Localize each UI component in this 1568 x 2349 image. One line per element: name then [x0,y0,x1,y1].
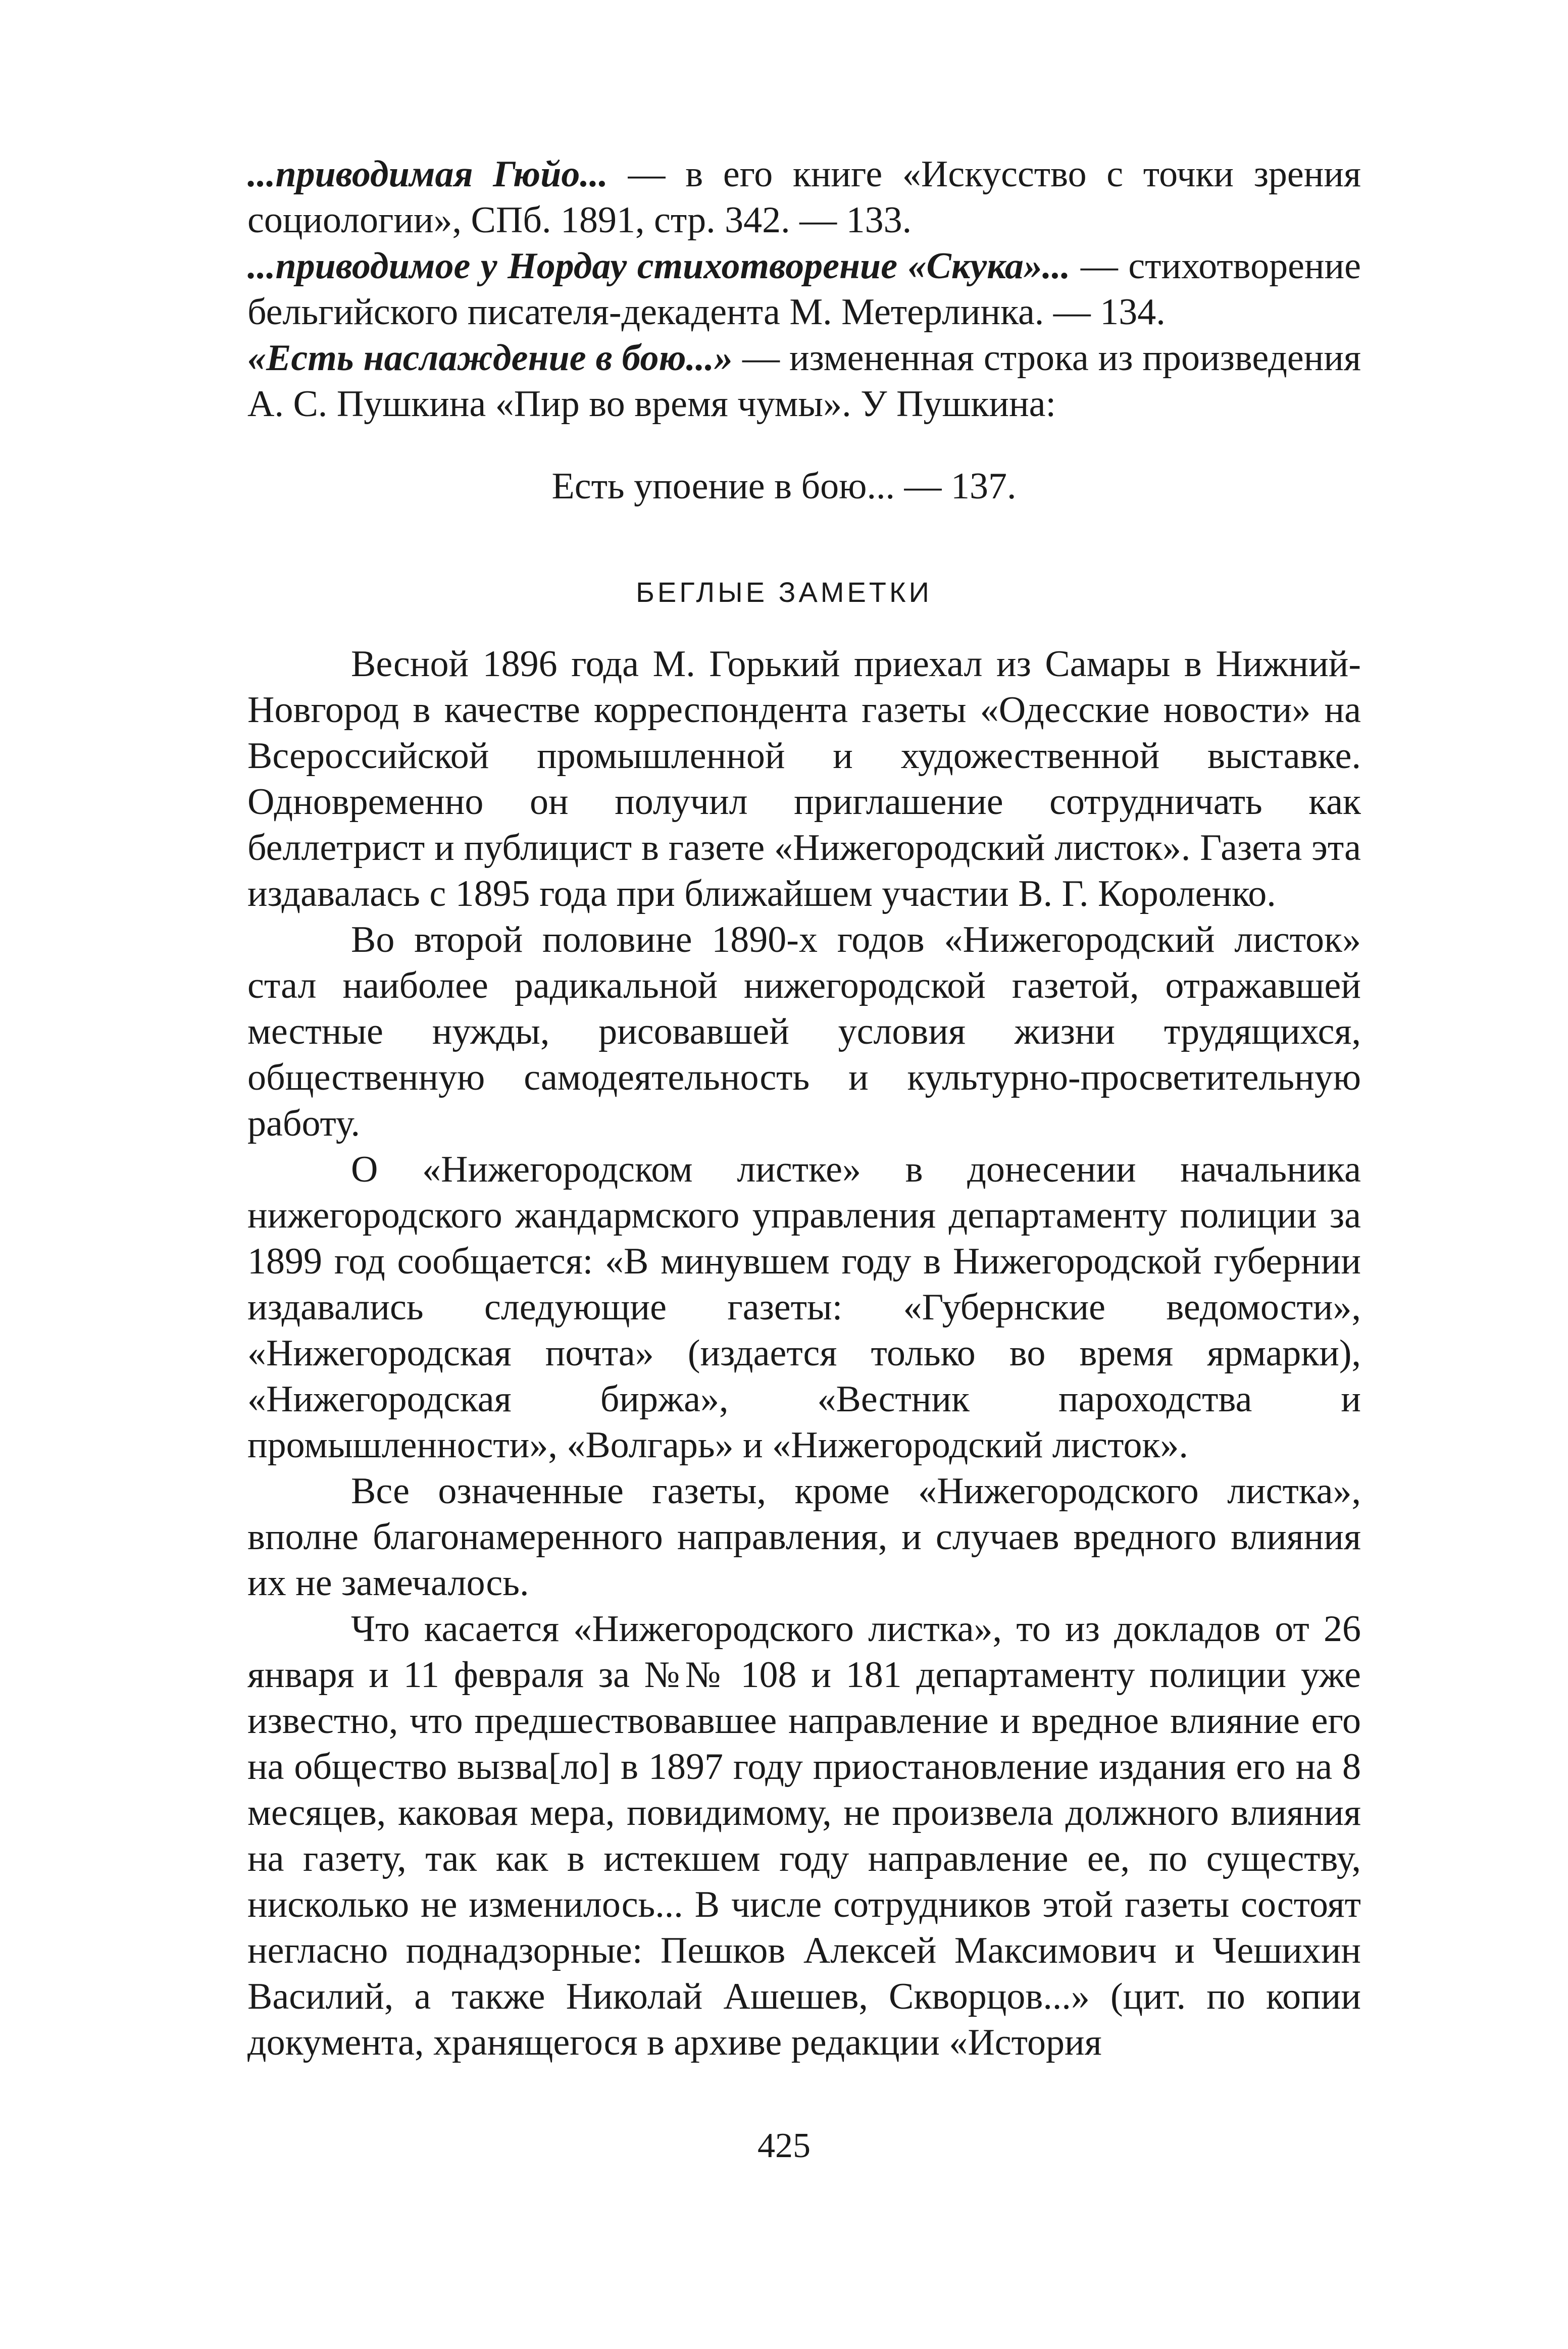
notes-block [247,151,1361,427]
paragraph: О «Нижегородском листке» в донесении начальника нижегородского жандармского управления департаменту полиции за 1899 год сообщается: «В минувшем году в Нижегородской губернии издавались следующие газеты: «Губернские ведомости», «Нижегородская почта» (издается только во время ярмарки), «Нижегородская биржа», «Вестник пароходства и промышленности», «Волгарь» и «Нижегородский листок». [247,1149,1361,1466]
verse-quote: Есть упоение в бою... — 137. [551,466,1017,507]
page-number: 425 [757,2126,811,2165]
paragraph: Во второй половине 1890-х годов «Нижегородский листок» стал наиболее радикальной нижегородской газетой, отражавшей местные нужды, рисовавшей условия жизни трудящихся, общественную самодеятельность и культурно-просветительную работу. [247,919,1361,1144]
note-text: — в его книге «Искусство с точки зрения социологии», СПб. 1891, стр. 342. — 133. [247,154,1361,241]
note-pushkin [247,335,1361,427]
body-text [247,641,1361,2066]
paragraph: Что касается «Нижегородского листка», то из докладов от 26 января и 11 февраля за №№ 108 и 181 департаменту полиции уже известно, что предшествовавшее направление и вредное влияние его на общество вызва[ло] в 1897 году приостановление издания его на 8 месяцев, каковая мера, повидимому, не произвела должного влияния на газету, так как в истекшем году направление ее, по существу, нисколько не изменилось... В числе сотрудников этой газеты состоят негласно поднадзорные: Пешков Алексей Максимович и Чешихин Василий, а также Николай Ашешев, Скворцов...» (цит. по копии документа, хранящегося в архиве редакции «История [247,1608,1361,2063]
note-text: — стихотворение бельгийского писателя-декадента М. Метерлинка. — 134. [247,245,1361,333]
note-lead: ...приводимое у Нордау стихотворение «Скука»... [247,245,1071,287]
section-heading: БЕГЛЫЕ ЗАМЕТКИ [636,576,932,608]
note-nordau [247,243,1361,335]
note-guyau [247,151,1361,243]
note-lead: «Есть наслаждение в бою...» [247,337,733,379]
paragraph: Весной 1896 года М. Горький приехал из Самары в Нижний-Новгород в качестве корреспондента газеты «Одесские новости» на Всероссийской промышленной и художественной выставке. Одновременно он получил приглашение сотрудничать как беллетрист и публицист в газете «Нижегородский листок». Газета эта издавалась с 1895 года при ближайшем участии В. Г. Короленко. [247,643,1361,914]
note-text: — измененная строка из произведения А. С. Пушкина «Пир во время чумы». У Пушкина: [247,337,1361,425]
paragraph: Все означенные газеты, кроме «Нижегородского листка», вполне благонамеренного направления, и случаев вредного влияния их не замечалось. [247,1470,1361,1604]
note-lead: ...приводимая Гюйо... [247,154,608,195]
